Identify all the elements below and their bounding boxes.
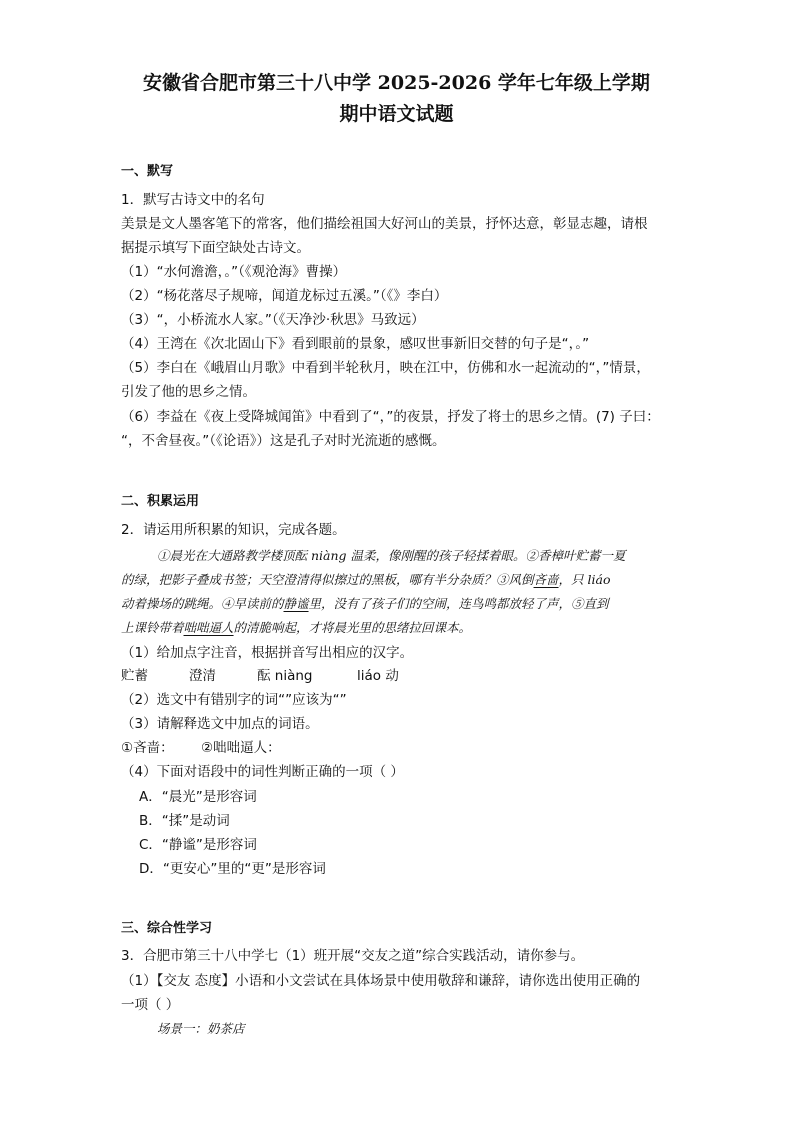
section-heading-comprehensive: 三、综合性学习 (121, 921, 213, 936)
question-1-item-1: （1）“水何澹澹，。”（《观沧海》曹操） (121, 264, 347, 280)
question-1-item-4: （4）王湾在《次北固山下》看到眼前的景象，感叹世事新旧交替的句子是“，。” (121, 336, 590, 352)
passage-line-3 (121, 594, 609, 614)
question-2-sub-3: （3）请解释选文中加点的词语。 (121, 716, 319, 732)
question-1-item-5-line1: （5）李白在《峨眉山月歌》中看到半轮秋月，映在江中，仿佛和水一起流动的“，”情景， (121, 360, 650, 376)
pinyin-items-row (121, 666, 399, 686)
passage-dotted-word-linse: 吝啬 (533, 572, 559, 587)
pinyin-item: 澄清 (189, 668, 216, 684)
question-3-title: 3．合肥市第三十八中学七（1）班开展“交友之道”综合实践活动，请你参与。 (121, 948, 585, 964)
passage-line-1: ①晨光在大通路教学楼顶酝 niàng 温柔，像刚醒的孩子轻揉着眼。②香樟叶贮蓄一夏 (157, 548, 626, 563)
question-1-item-6-line2: “，不舍昼夜。”（《论语》）这是孔子对时光流逝的感慨。 (121, 433, 446, 449)
question-2-sub-1: （1）给加点字注音，根据拼音写出相应的汉字。 (121, 645, 414, 661)
section-heading-accumulation: 二、积累运用 (121, 494, 200, 509)
question-1-title: 1．默写古诗文中的名句 (121, 192, 265, 208)
question-2-title: 2．请运用所积累的知识，完成各题。 (121, 522, 346, 538)
passage-dotted-word-duoduobiren: 咄咄逼人 (183, 620, 234, 635)
question-3-sub-1-line2: 一项（ ） (121, 997, 180, 1013)
question-3-sub-1-line1: （1）【交友 态度】小语和小文尝试在具体场景中使用敬辞和谦辞，请你选出使用正确的 (121, 973, 641, 989)
passage-line-3-text-c: 里，没有了孩子们的空闹，连鸟鸣都放轻了声，⑤直到 (308, 596, 609, 611)
passage-line-4-text-c: 的清脆响起，才将晨光里的思绪拉回课本。 (233, 620, 472, 635)
answer-duoduobiren-label: ②咄咄逼人： (201, 740, 281, 756)
question-2-sub-4: （4）下面对语段中的词性判断正确的一项（ ） (121, 764, 404, 780)
answer-linse-label: ①吝啬： (121, 740, 174, 756)
pinyin-item: 贮蓄 (121, 668, 148, 684)
doc-title-line2: 期中语文试题 (339, 103, 454, 125)
passage-line-4 (121, 618, 471, 638)
option-d: D．“更安心”里的“更”是形容词 (139, 861, 326, 877)
question-2-sub-3-answers (121, 738, 281, 758)
question-2-sub-2: （2）选文中有错别字的词“”应该为“” (121, 692, 347, 708)
passage-line-2-text-a: 的绿，把影子叠成书签；天空澄清得似擦过的黑板，哪有半分杂质？③风倒 (121, 572, 534, 587)
question-1-intro-line2: 据提示填写下面空缺处古诗文。 (121, 240, 310, 256)
question-1-item-2: （2）“杨花落尽子规啼，闻道龙标过五溪。”（《》李白） (121, 288, 448, 304)
passage-line-2-text-c: ，只 liáo (558, 572, 611, 587)
question-1-intro-line1: 美景是文人墨客笔下的常客，他们描绘祖国大好河山的美景，抒怀达意，彰显志趣，请根 (121, 216, 648, 232)
passage-dotted-word-jingmi: 静谧 (283, 596, 309, 611)
passage-line-4-text-a: 上课铃带着 (121, 620, 184, 635)
doc-title-line1: 安徽省合肥市第三十八中学 2025-2026 学年七年级上学期 (143, 72, 650, 94)
pinyin-item: liáo 动 (357, 668, 399, 684)
scene-1-label: 场景一：奶茶店 (157, 1021, 245, 1036)
option-c: C．“静谧”是形容词 (139, 837, 257, 853)
question-1-item-5-line2: 引发了他的思乡之情。 (121, 384, 256, 400)
section-heading-dictation: 一、默写 (121, 164, 174, 179)
passage-line-2 (121, 570, 610, 590)
option-a: A．“晨光”是形容词 (139, 789, 257, 805)
passage-line-3-text-a: 动着操场的跳绳。④早读前的 (121, 596, 284, 611)
question-1-item-3: （3）“，小桥流水人家。”（《天净沙·秋思》马致远） (121, 312, 425, 328)
option-b: B．“揉”是动词 (139, 813, 230, 829)
pinyin-item: 酝 niàng (257, 668, 313, 684)
question-1-item-6-line1: （6）李益在《夜上受降城闻笛》中看到了“，”的夜景，抒发了将士的思乡之情。(7) 子曰： (121, 409, 660, 425)
